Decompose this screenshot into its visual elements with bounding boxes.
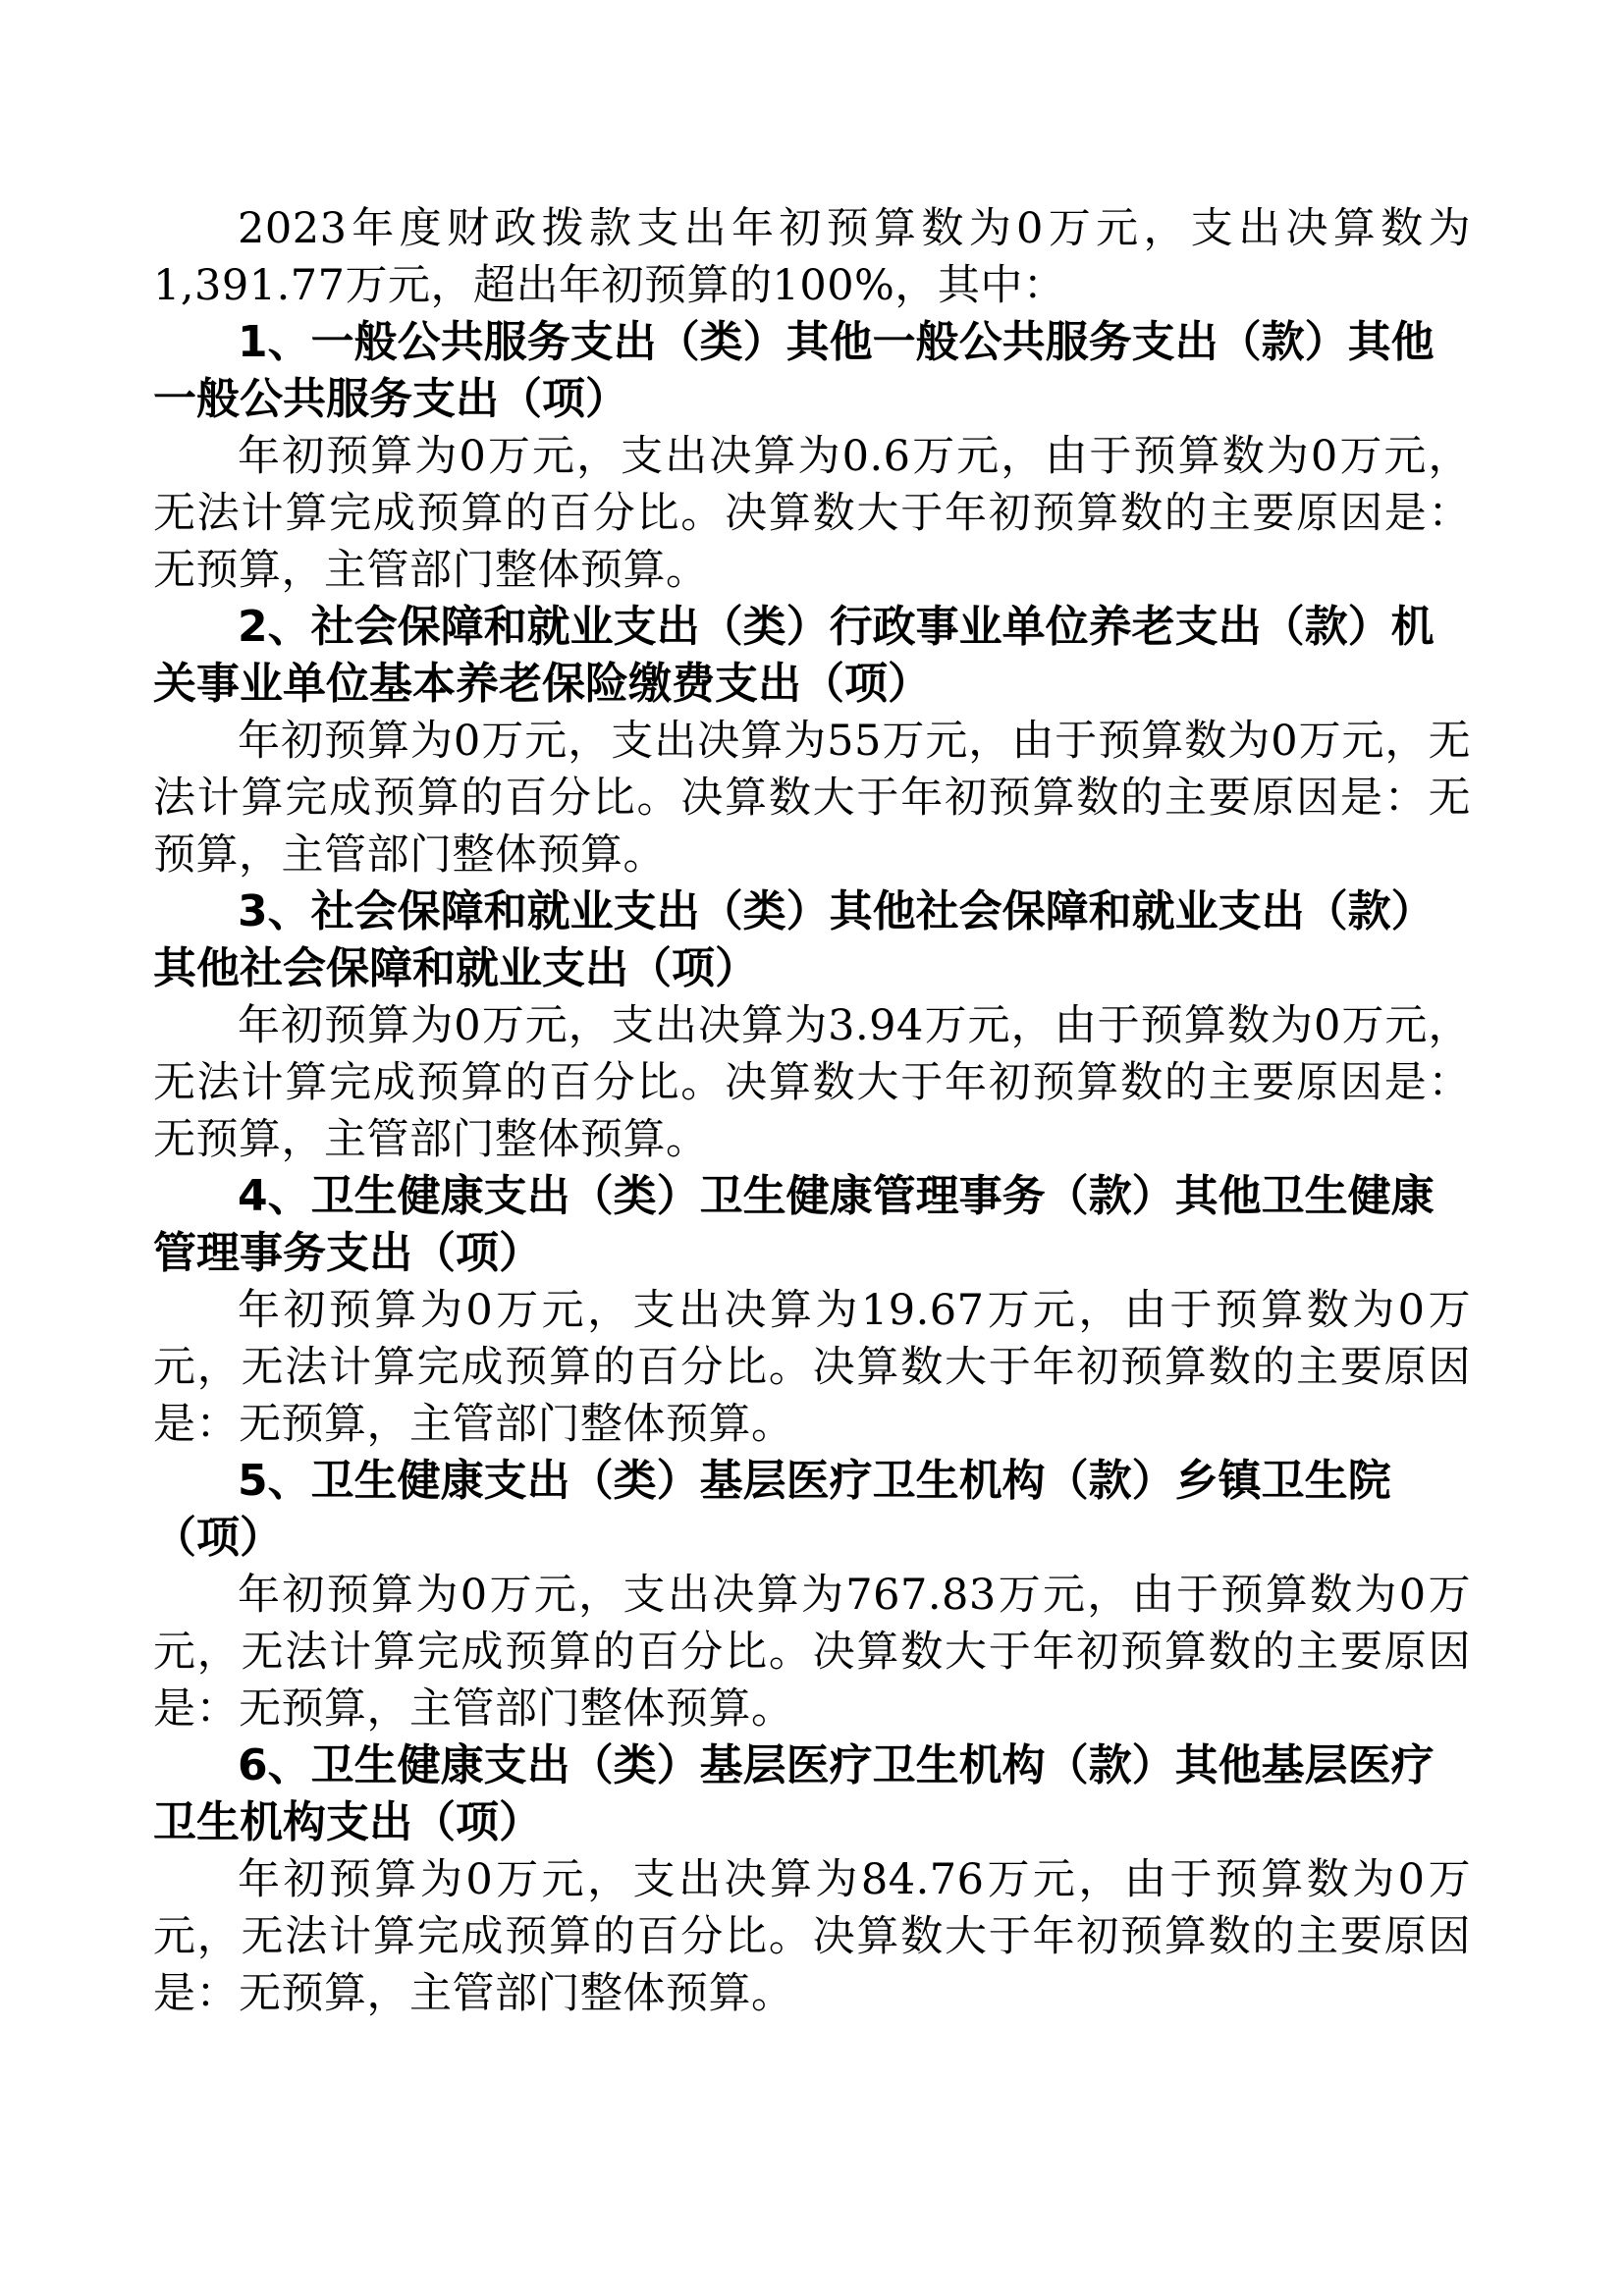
item-heading-5: 5、卫生健康支出（类）基层医疗卫生机构（款）乡镇卫生院（项） (153, 1456, 1391, 1563)
item-body-2: 年初预算为0万元，支出决算为55万元，由于预算数为0万元，无法计算完成预算的百分比。决算数大于年初预算数的主要原因是：无预算，主管部门整体预算。 (153, 717, 1471, 880)
item-heading-2: 2、社会保障和就业支出（类）行政事业单位养老支出（款）机关事业单位基本养老保险缴费支出（项） (153, 602, 1435, 709)
document-page (153, 200, 1471, 2022)
item-body-6: 年初预算为0万元，支出决算为84.76万元，由于预算数为0万元，无法计算完成预算的百分比。决算数大于年初预算数的主要原因是：无预算，主管部门整体预算。 (153, 1855, 1471, 2018)
item-heading-1: 1、一般公共服务支出（类）其他一般公共服务支出（款）其他一般公共服务支出（项） (153, 317, 1435, 424)
item-heading-6: 6、卫生健康支出（类）基层医疗卫生机构（款）其他基层医疗卫生机构支出（项） (153, 1740, 1435, 1847)
item-heading-4: 4、卫生健康支出（类）卫生健康管理事务（款）其他卫生健康管理事务支出（项） (153, 1171, 1435, 1278)
item-body-3: 年初预算为0万元，支出决算为3.94万元，由于预算数为0万元，无法计算完成预算的百分比。决算数大于年初预算数的主要原因是：无预算，主管部门整体预算。 (153, 1001, 1471, 1164)
item-body-4: 年初预算为0万元，支出决算为19.67万元，由于预算数为0万元，无法计算完成预算的百分比。决算数大于年初预算数的主要原因是：无预算，主管部门整体预算。 (153, 1286, 1471, 1449)
item-body-5: 年初预算为0万元，支出决算为767.83万元，由于预算数为0万元，无法计算完成预算的百分比。决算数大于年初预算数的主要原因是：无预算，主管部门整体预算。 (153, 1571, 1471, 1734)
item-heading-3: 3、社会保障和就业支出（类）其他社会保障和就业支出（款）其他社会保障和就业支出（项） (153, 886, 1435, 993)
item-body-1: 年初预算为0万元，支出决算为0.6万元，由于预算数为0万元，无法计算完成预算的百分比。决算数大于年初预算数的主要原因是：无预算，主管部门整体预算。 (153, 432, 1471, 595)
intro-paragraph: 2023年度财政拨款支出年初预算数为0万元，支出决算数为1,391.77万元，超出年初预算的100%，其中： (153, 204, 1471, 310)
